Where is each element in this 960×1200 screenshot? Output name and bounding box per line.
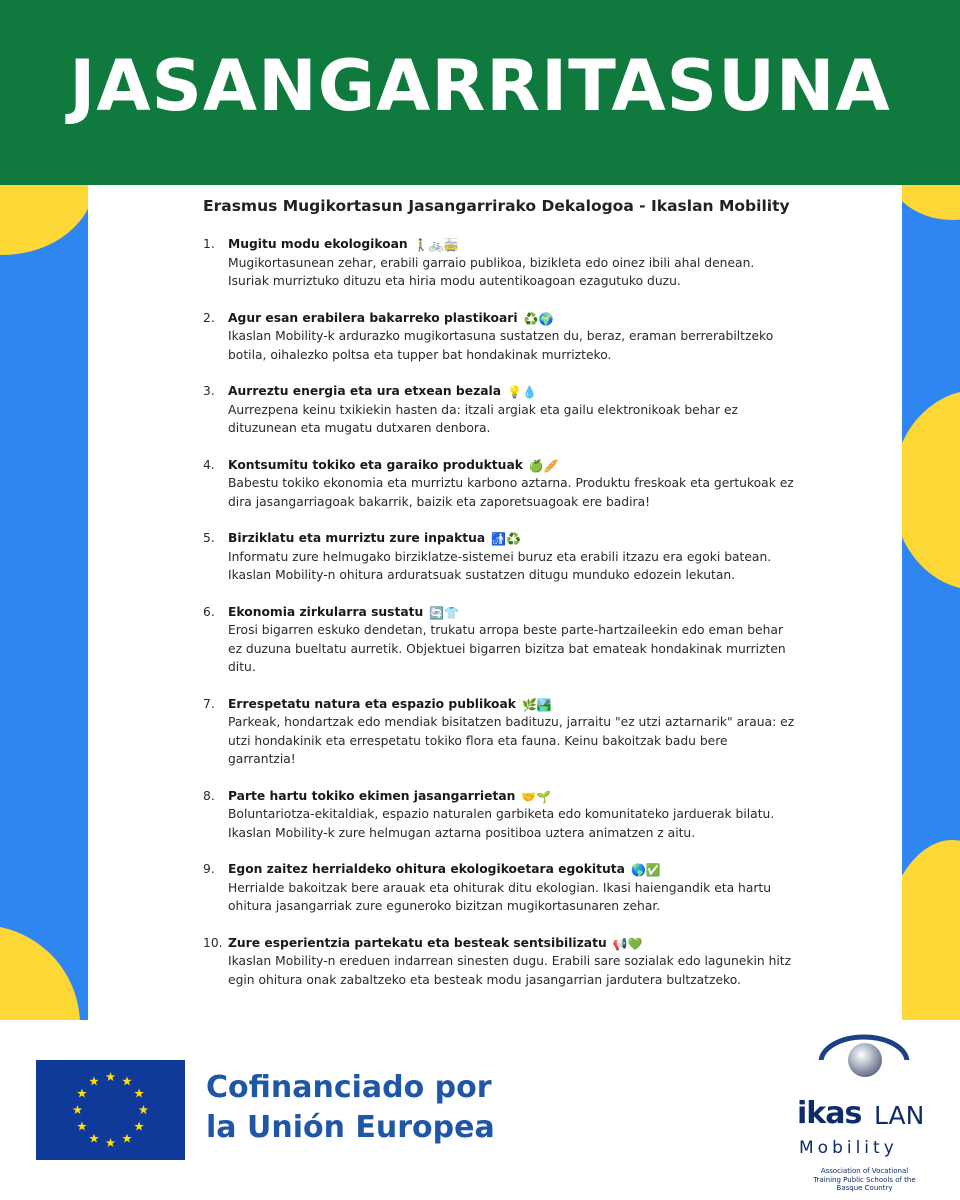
item-title: Mugitu modu ekologikoan — [228, 237, 408, 251]
item-title: Egon zaitez herrialdeko ohitura ekologikoetara egokituta — [228, 862, 625, 876]
item-title: Zure esperientzia partekatu eta besteak sentsibilizatu — [228, 935, 607, 950]
item-text: Erosi bigarren eskuko dendetan, trukatu arropa beste parte-hartzaileekin edo eman behar ez duzuna bueltatu aurretik. Objektuei bigarren bizitza bat emateak hondakinak murrizten ditu. — [228, 623, 786, 674]
logo-association-text: Association of Vocational Training Public Schools of the Basque Country — [813, 1167, 916, 1192]
list-item — [203, 603, 798, 677]
walking-bike-tram-icon: 🚶‍♂️🚲🚋 — [413, 238, 459, 252]
item-number: 2. — [203, 310, 215, 325]
item-title: Parte hartu tokiko ekimen jasangarrietan — [228, 788, 516, 803]
eu-text-line: la Unión Europea — [206, 1110, 495, 1145]
decalogue-list — [203, 235, 798, 1007]
bin-recycle-icon: 🚮♻️ — [491, 532, 522, 546]
list-item — [203, 382, 798, 438]
bulb-droplet-icon: 💡💧 — [507, 385, 537, 399]
eu-text-line: Cofinanciado por — [206, 1070, 492, 1105]
cycle-shirt-icon: 🔄👕 — [429, 605, 460, 620]
decor-left-panel — [0, 185, 88, 1020]
ikaslan-eye-icon — [797, 1030, 932, 1096]
decor-yellow-shape — [902, 840, 960, 1020]
document-title: Erasmus Mugikortasun Jasangarrirako Dekalogoa - Ikaslan Mobility — [203, 197, 790, 215]
footer — [0, 1020, 960, 1200]
logo-mobility-text: Mobility — [799, 1138, 898, 1158]
decor-right-panel — [902, 185, 960, 1020]
megaphone-heart-icon: 📢💚 — [612, 936, 643, 951]
decor-yellow-shape — [0, 925, 80, 1020]
decor-yellow-shape — [902, 185, 960, 220]
list-item — [203, 309, 798, 365]
item-title: Agur esan erabilera bakarreko plastikoari — [228, 310, 518, 325]
item-text: Herrialde bakoitzak bere arauak eta ohiturak ditu ekologian. Ikasi haiengandik eta hartu ohitura jasangarriak zure eguneroko bizitzan mugikortasunaren zehar. — [228, 880, 772, 913]
logo-lan-text: LAN — [874, 1101, 925, 1130]
globe-check-icon: 🌎✅ — [630, 863, 661, 877]
decor-yellow-shape — [902, 390, 960, 590]
item-number: 8. — [203, 788, 215, 803]
decalogue-document — [88, 185, 902, 1020]
list-item — [203, 934, 798, 990]
item-title: Kontsumitu tokiko eta garaiko produktuak — [228, 457, 523, 472]
item-title: Ekonomia zirkularra sustatu — [228, 604, 424, 619]
item-text: Babestu tokiko ekonomia eta murriztu karbono aztarna. Produktu freskoak eta gertukoak ez dira jasangarriagoak bakarrik, baizik eta zaporetsuagoak ere badira! — [228, 476, 794, 509]
item-text: Aurrezpena keinu txikiekin hasten da: itzali argiak eta gailu elektronikoak behar ez dituzunean eta mugatu dutxaren denbora. — [228, 402, 739, 435]
item-number: 5. — [203, 531, 215, 545]
list-item — [203, 695, 798, 769]
item-number: 1. — [203, 237, 215, 251]
item-number: 10. — [203, 935, 223, 950]
item-text: Parkeak, hondartzak edo mendiak bisitatzen badituzu, jarraitu "ez utzi aztarnarik" araua: ez utzi hondakinik eta errespetatu tokiko flora eta fauna. Keinu bakoitzak badu bere garrantzia! — [228, 715, 795, 766]
decor-yellow-shape — [0, 185, 88, 255]
item-text: Mugikortasunean zehar, erabili garraio publikoa, bizikleta edo oinez ibili ahal denean. Isuriak murriztuko dituzu eta hiria modu autentikoagoan ezagutuko duzu. — [228, 255, 755, 288]
header-banner — [0, 0, 960, 185]
eu-cofunding-text — [206, 1068, 495, 1148]
list-item — [203, 860, 798, 916]
item-number: 6. — [203, 604, 215, 619]
item-text: Ikaslan Mobility-n ereduen indarrean sinesten dugu. Erabili sare sozialak edo lagunekin hitz egin ohitura onak zabaltzeko eta besteak modu jasangarrian jardutera bultzatzeko. — [228, 954, 792, 987]
item-text: Boluntariotza-ekitaldiak, espazio naturalen garbiketa edo komunitateko jarduerak bilatu. Ikaslan Mobility-k zure helmugan aztarna positiboa uztera animatzen z aitu. — [228, 807, 775, 840]
herb-landscape-icon: 🌿🏞️ — [521, 697, 552, 712]
item-title: Errespetatu natura eta espazio publikoak — [228, 696, 516, 711]
list-item — [203, 456, 798, 512]
list-item — [203, 235, 798, 291]
page-title: JASANGARRITASUNA — [69, 44, 891, 127]
item-title: Birziklatu eta murriztu zure inpaktua — [228, 531, 486, 545]
item-number: 3. — [203, 384, 215, 398]
item-number: 9. — [203, 862, 215, 876]
item-number: 4. — [203, 457, 215, 472]
handshake-sprout-icon: 🤝🌱 — [521, 789, 552, 804]
logo-ikas-text: ikas — [797, 1096, 862, 1131]
recycle-globe-icon: ♻️🌍 — [523, 311, 554, 326]
item-text: Ikaslan Mobility-k ardurazko mugikortasuna sustatzen du, beraz, eraman berrerabiltzeko botila, oihalezko poltsa eta tupper bat hondakinak murrizteko. — [228, 329, 774, 362]
ikaslan-logo — [797, 1030, 932, 1195]
item-title: Aurreztu energia eta ura etxean bezala — [228, 384, 502, 398]
list-item — [203, 529, 798, 585]
item-number: 7. — [203, 696, 215, 711]
item-text: Informatu zure helmugako birziklatze-sistemei buruz eta erabili itzazu era egoki batean. Ikaslan Mobility-n ohitura arduratsuak sustatzen ditugu munduko edozein lekutan. — [228, 549, 772, 582]
list-item — [203, 787, 798, 843]
apple-bread-icon: 🍏🥖 — [528, 458, 559, 473]
eu-flag-icon — [36, 1060, 185, 1160]
